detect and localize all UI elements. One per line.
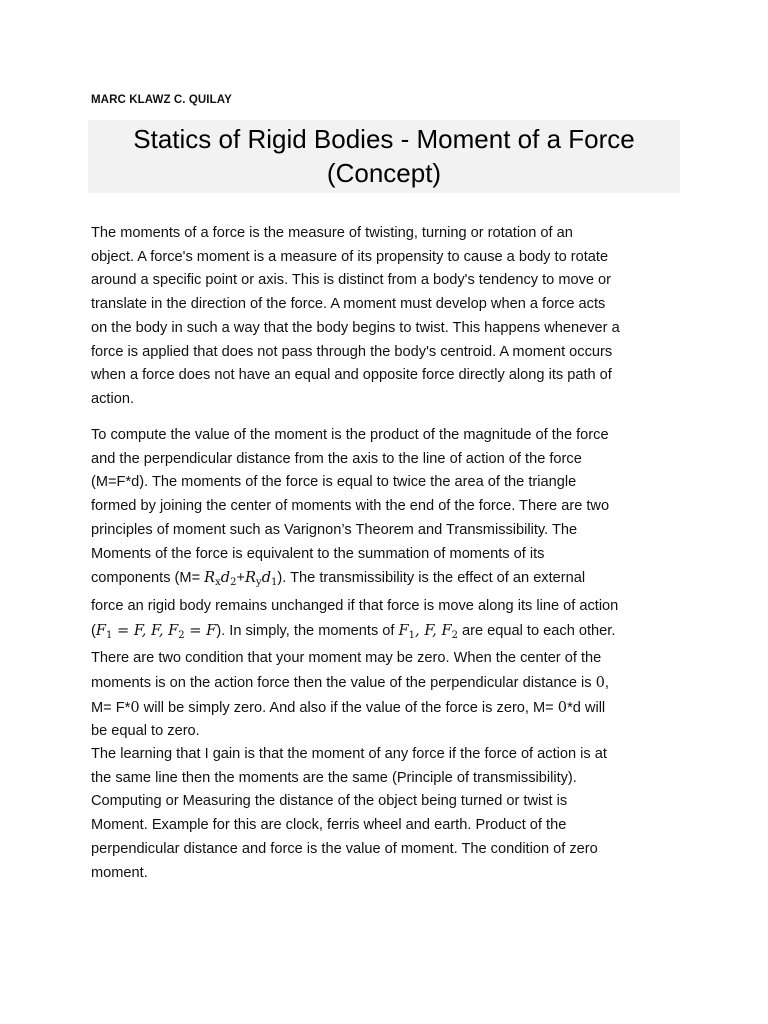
text-line: on the body in such a way that the body begins to twist. This happens whenever a (91, 319, 620, 336)
text-line: (M=F*d). The moments of the force is equal to twice the area of the triangle (91, 474, 577, 491)
text-line: perpendicular distance and force is the value of moment. The condition of zero (91, 840, 598, 857)
varignon-formula-part (245, 569, 278, 589)
text-run: are equal to each other. (457, 622, 616, 639)
text-run: *d will (567, 699, 606, 716)
text-line: object. A force's moment is a measure of its propensity to cause a body to rotate (91, 248, 609, 265)
text-line: Moment. Example for this are clock, ferris wheel and earth. Product of the (91, 817, 567, 834)
text-run: will be simply zero. And also if the value of the force is zero, M= (139, 699, 558, 716)
math-symbol: F (398, 621, 409, 639)
text-run: ( (91, 622, 96, 639)
text-line: principles of moment such as Varignon’s Theorem and Transmissibility. The (91, 521, 578, 538)
math-subscript: 1 (271, 577, 278, 589)
text-line (91, 619, 691, 648)
text-line: formed by joining the center of moments with the end of the force. There are two (91, 498, 610, 515)
text-run: , (604, 675, 609, 692)
text-run: M= F* (91, 699, 131, 716)
paragraph-definition (91, 222, 691, 412)
text-line: There are two condition that your moment may be zero. When the center of the (91, 650, 602, 667)
math-subscript: 1 (106, 629, 113, 641)
text-line: translate in the direction of the force. A moment must develop when a force acts (91, 296, 606, 313)
varignon-formula (204, 569, 237, 589)
math-subscript: 2 (178, 629, 185, 641)
text-run: ). In simply, the moments of (216, 622, 399, 639)
text-line: and the perpendicular distance from the axis to the line of action of the force (91, 450, 582, 467)
text-line: The moments of a force is the measure of twisting, turning or rotation of an (91, 225, 573, 241)
math-symbol: R (204, 569, 216, 587)
text-line: the same line then the moments are the same (Principle of transmissibility). (91, 769, 577, 786)
math-symbol: F (95, 621, 107, 639)
text-line (91, 696, 691, 721)
text-line: when a force does not have an equal and opposite force directly along its path of (91, 367, 612, 384)
math-symbol: , F, F (415, 621, 452, 639)
text-line: be equal to zero. (91, 723, 200, 740)
math-symbol: d (261, 569, 272, 587)
math-subscript: 2 (451, 629, 458, 641)
text-line: around a specific point or axis. This is distinct from a body's tendency to move or (91, 272, 612, 289)
force-list-formula (399, 622, 458, 639)
text-run: ). The transmissibility is the effect of an external (277, 570, 586, 587)
math-subscript: y (256, 577, 262, 589)
math-subscript: 1 (408, 629, 416, 641)
math-symbol: = F, F, F (112, 621, 179, 639)
math-subscript: x (215, 577, 221, 589)
text-line (91, 566, 691, 595)
text-line (91, 671, 691, 696)
paragraph-learning (91, 743, 691, 885)
text-line: force is applied that does not pass through the body's centroid. A moment occurs (91, 343, 613, 360)
text-line: force an rigid body remains unchanged if that force is move along its line of action (91, 597, 619, 614)
author-name: MARC KLAWZ C. QUILAY (91, 94, 232, 106)
transmissibility-formula (96, 622, 216, 639)
math-symbol: d (220, 569, 231, 587)
text-run: moments is on the action force then the value of the perpendicular distance is (91, 675, 596, 692)
text-line: action. (91, 390, 134, 407)
math-subscript: 2 (230, 577, 237, 589)
title-block (88, 120, 680, 193)
text-run: components (M= (91, 570, 205, 587)
document-title (88, 122, 680, 190)
text-line: Moments of the force is equivalent to the summation of moments of its (91, 545, 545, 562)
zero-value: 0 (595, 674, 605, 692)
title-line: Statics of Rigid Bodies - Moment of a Force (133, 124, 635, 154)
math-symbol: = F (184, 621, 217, 639)
text-line: To compute the value of the moment is the product of the magnitude of the force (91, 427, 609, 443)
paragraph-computation (91, 424, 691, 744)
zero-value: 0 (557, 698, 568, 716)
text-line: The learning that I gain is that the moment of any force if the force of action is at (91, 746, 607, 762)
zero-value: 0 (130, 698, 140, 716)
text-run: + (236, 570, 246, 587)
text-line: moment. (91, 864, 148, 881)
title-line: (Concept) (326, 158, 442, 188)
text-line: Computing or Measuring the distance of the object being turned or twist is (91, 793, 568, 810)
math-symbol: R (245, 569, 257, 587)
